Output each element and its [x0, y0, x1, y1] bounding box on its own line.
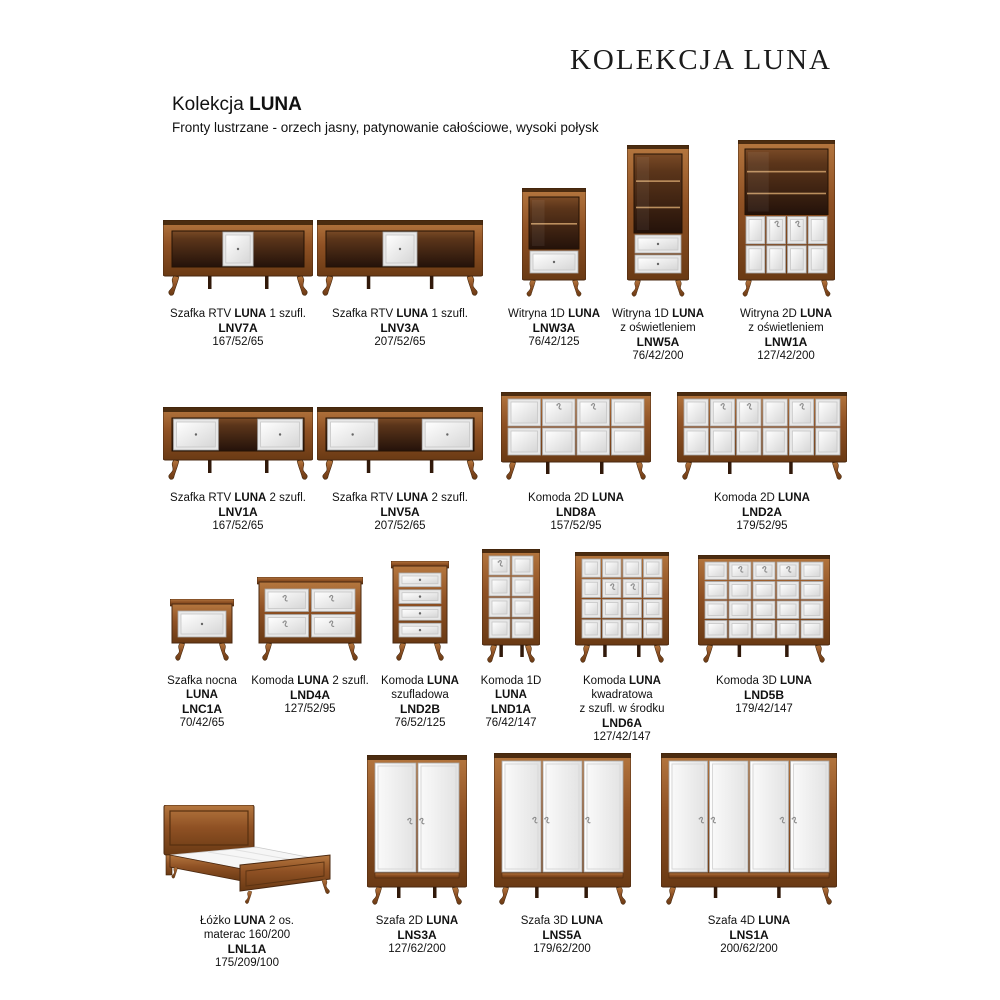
product-dimensions: 127/52/95 [284, 703, 336, 715]
product-name: z oświetleniem [748, 322, 824, 334]
product-image [661, 750, 837, 905]
product-graphic [575, 552, 669, 665]
product-card [494, 138, 614, 349]
product-graphic [317, 220, 483, 298]
product-image [738, 138, 835, 298]
product-name: z szufl. w środku [579, 703, 665, 715]
product-code: LND8A [555, 505, 596, 519]
product-dimensions: 200/62/200 [720, 943, 778, 955]
product-card [675, 390, 850, 533]
product-image [163, 390, 313, 482]
product-graphic [661, 753, 837, 905]
product-graphic [698, 555, 830, 665]
product-image [677, 390, 847, 482]
product-code: LNV3A [380, 321, 420, 335]
product-code: LND2A [741, 505, 782, 519]
product-label [714, 491, 810, 533]
product-code: LND4A [289, 688, 330, 702]
product-image [698, 543, 830, 665]
product-graphic [391, 561, 449, 665]
product-name: Szafa 4D LUNA [707, 915, 791, 927]
product-name: Witryna 1D LUNA [507, 308, 601, 320]
product-card [557, 543, 687, 744]
product-name: Komoda LUNA [381, 675, 459, 687]
product-label [170, 491, 306, 533]
product-card [352, 750, 482, 956]
product-name: Komoda LUNA 2 szufl. [251, 675, 369, 687]
product-graphic [257, 577, 363, 665]
product-graphic [170, 599, 234, 665]
collection-title: KOLEKCJA LUNA [569, 44, 832, 76]
product-dimensions: 70/42/65 [179, 717, 225, 729]
product-card [243, 543, 378, 716]
product-image [522, 138, 586, 298]
product-label [170, 307, 306, 349]
product-label [508, 307, 600, 349]
product-name: LUNA [186, 689, 218, 701]
product-name: Komoda 2D LUNA [528, 492, 624, 504]
product-name: Szafka nocna [167, 675, 237, 687]
product-code: LNW1A [764, 335, 808, 349]
product-card [487, 750, 637, 956]
product-card [368, 543, 473, 730]
product-image [170, 543, 234, 665]
product-label [332, 491, 468, 533]
product-name: Witryna 1D LUNA [611, 308, 705, 320]
product-name: Witryna 2D LUNA [739, 308, 833, 320]
product-label [521, 914, 603, 956]
product-image [158, 750, 336, 905]
product-label [167, 674, 237, 730]
product-card [598, 138, 718, 363]
product-code: LNW3A [532, 321, 576, 335]
product-label [381, 674, 459, 730]
product-image [317, 138, 483, 298]
product-name: Szafka RTV LUNA 1 szufl. [170, 308, 306, 320]
product-graphic [163, 407, 313, 482]
product-label [580, 674, 665, 744]
product-card [659, 750, 839, 956]
product-graphic [163, 220, 313, 298]
product-graphic [501, 392, 651, 482]
product-code: LNV1A [218, 505, 258, 519]
product-card [153, 138, 323, 349]
product-label [716, 674, 812, 716]
product-image [367, 750, 467, 905]
product-dimensions: 207/52/65 [374, 520, 426, 532]
product-label [612, 307, 704, 363]
product-code: LNL1A [227, 942, 267, 956]
product-graphic [677, 392, 847, 482]
product-card [310, 390, 490, 533]
product-dimensions: 127/42/147 [593, 731, 651, 743]
product-code: LNC1A [181, 702, 222, 716]
product-code: LND5B [743, 688, 784, 702]
product-graphic [482, 549, 540, 665]
product-dimensions: 76/52/125 [394, 717, 446, 729]
product-dimensions: 179/52/95 [736, 520, 788, 532]
product-image [494, 750, 631, 905]
product-code: LNW5A [636, 335, 680, 349]
product-code: LND1A [490, 702, 531, 716]
product-card [692, 543, 837, 716]
product-card [501, 390, 651, 533]
product-dimensions: 179/42/147 [735, 703, 793, 715]
product-name: Komoda 3D LUNA [716, 675, 812, 687]
product-label [528, 491, 624, 533]
product-image [627, 138, 689, 298]
product-name: szufladowa [391, 689, 449, 701]
page-subtitle: Fronty lustrzane - orzech jasny, patynowanie całościowe, wysoki połysk [172, 120, 599, 135]
product-dimensions: 76/42/200 [632, 350, 684, 362]
product-card [461, 543, 561, 730]
product-card [310, 138, 490, 349]
product-label [251, 674, 369, 716]
product-name: Szafka RTV LUNA 2 szufl. [332, 492, 468, 504]
product-dimensions: 127/62/200 [388, 943, 446, 955]
product-dimensions: 157/52/95 [550, 520, 602, 532]
product-card [147, 543, 257, 730]
product-label [740, 307, 832, 363]
product-name: kwadratowa [591, 689, 653, 701]
product-code: LNS1A [729, 928, 769, 942]
product-image [257, 543, 363, 665]
product-code: LND6A [601, 716, 642, 730]
product-card [170, 750, 325, 970]
product-label [376, 914, 458, 956]
product-graphic [738, 140, 835, 298]
product-name: Komoda LUNA [583, 675, 661, 687]
product-graphic [317, 407, 483, 482]
product-image [391, 543, 449, 665]
product-graphic [158, 805, 336, 905]
product-label [200, 914, 294, 970]
product-name: z oświetleniem [620, 322, 696, 334]
product-code: LNV5A [380, 505, 420, 519]
product-card [716, 138, 856, 363]
product-name: Komoda 2D LUNA [714, 492, 810, 504]
product-dimensions: 127/42/200 [757, 350, 815, 362]
product-image [501, 390, 651, 482]
product-dimensions: 175/209/100 [215, 957, 279, 969]
product-dimensions: 167/52/65 [212, 336, 264, 348]
product-code: LNS3A [397, 928, 437, 942]
product-name: materac 160/200 [203, 929, 291, 941]
product-graphic [494, 753, 631, 905]
product-name: Komoda 1D [480, 675, 542, 687]
product-image [317, 390, 483, 482]
product-image [575, 543, 669, 665]
product-dimensions: 167/52/65 [212, 520, 264, 532]
product-graphic [522, 188, 586, 298]
product-name: Szafa 3D LUNA [520, 915, 604, 927]
product-code: LND2B [399, 702, 440, 716]
product-graphic [367, 755, 467, 905]
product-graphic [627, 145, 689, 298]
product-image [482, 543, 540, 665]
page-title: Kolekcja LUNA [172, 94, 302, 115]
product-label [708, 914, 790, 956]
product-card [153, 390, 323, 533]
product-code: LNS5A [542, 928, 582, 942]
product-image [163, 138, 313, 298]
product-name: Łóżko LUNA 2 os. [200, 915, 294, 927]
product-label [332, 307, 468, 349]
product-dimensions: 76/42/147 [485, 717, 537, 729]
product-dimensions: 76/42/125 [528, 336, 580, 348]
product-dimensions: 207/52/65 [374, 336, 426, 348]
product-label [481, 674, 542, 730]
product-name: Szafka RTV LUNA 2 szufl. [170, 492, 306, 504]
product-name: LUNA [495, 689, 527, 701]
product-name: Szafka RTV LUNA 1 szufl. [332, 308, 468, 320]
product-dimensions: 179/62/200 [533, 943, 591, 955]
product-code: LNV7A [218, 321, 258, 335]
product-name: Szafa 2D LUNA [375, 915, 459, 927]
